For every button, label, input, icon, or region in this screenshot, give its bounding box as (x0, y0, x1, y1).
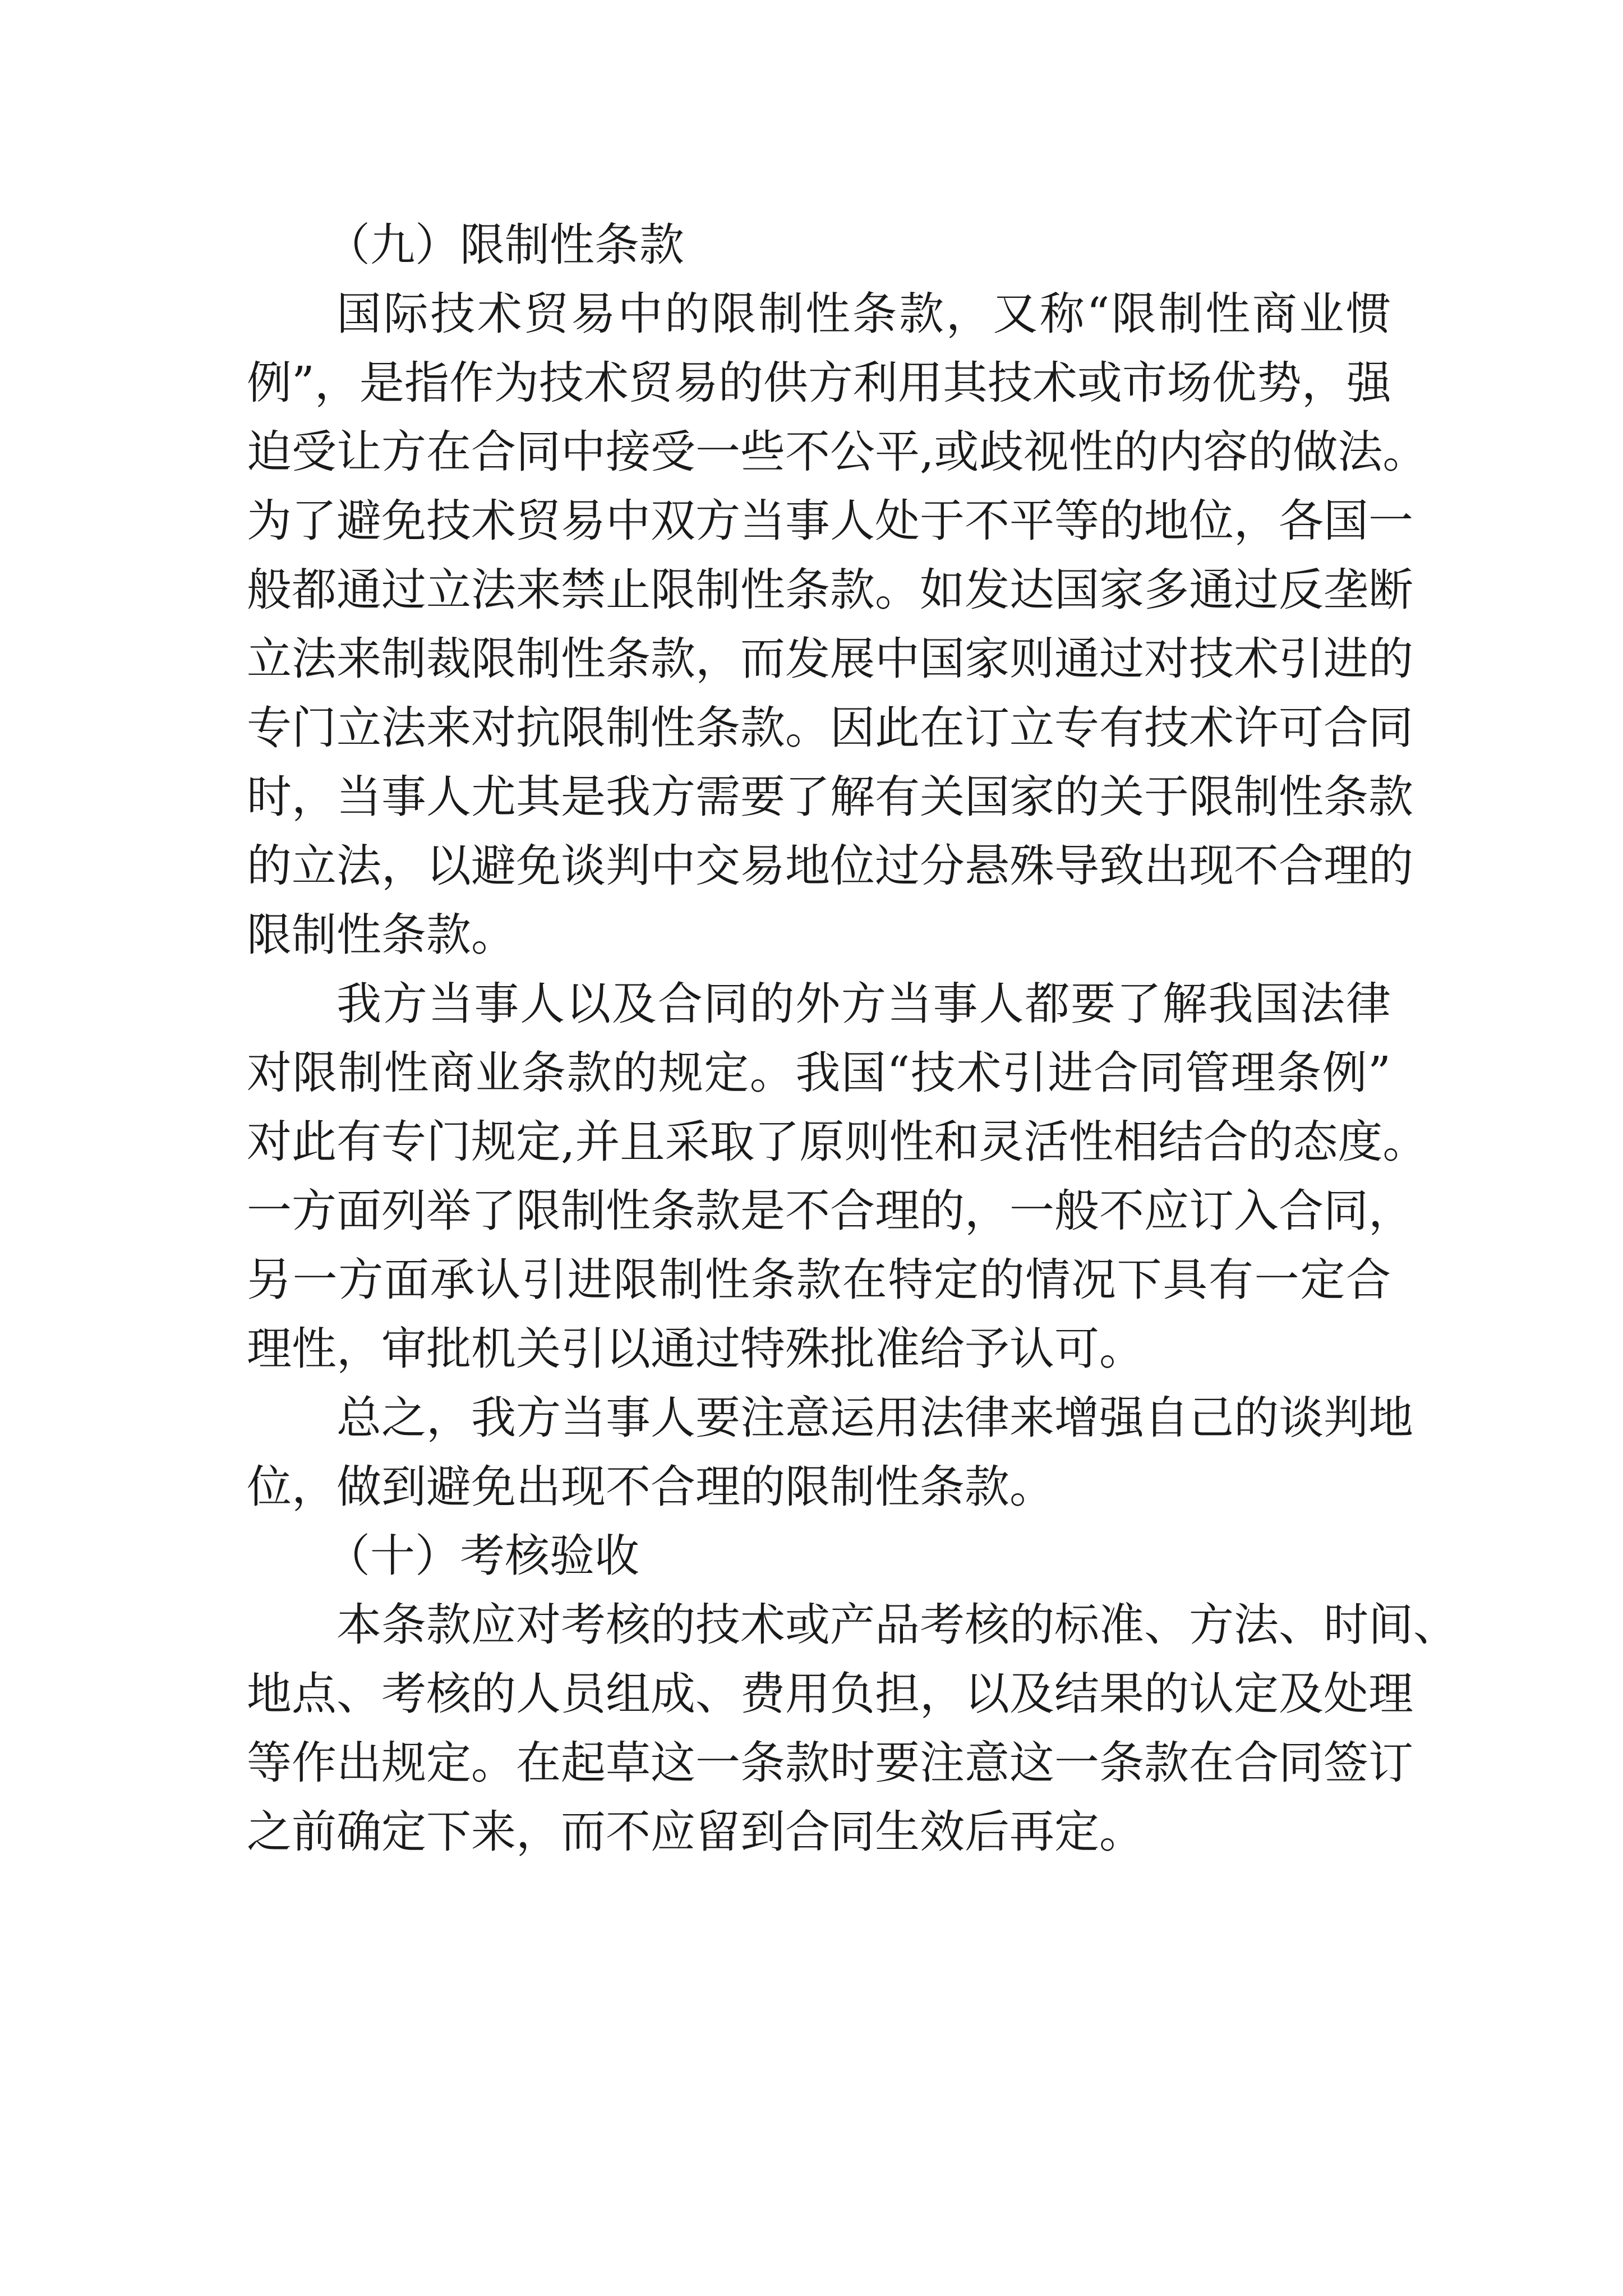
section-9-p2-line-4: 一方面列举了限制性条款是不合理的，一般不应订入合同， (247, 1185, 1413, 1237)
section-9-p1-line-8: 时，当事人尤其是我方需要了解有关国家的关于限制性条款 (247, 771, 1413, 823)
section-9-p2-line-3: 对此有专门规定,并且采取了原则性和灵活性相结合的态度。 (247, 1116, 1428, 1168)
section-9-p1-line-3: 迫受让方在合同中接受一些不公平,或歧视性的内容的做法。 (247, 426, 1428, 478)
section-10-p1-line-1: 本条款应对考核的技术或产品考核的标准、方法、时间、 (336, 1599, 1458, 1651)
section-9-p1-line-1: 国际技术贸易中的限制性条款，又称“限制性商业惯 (336, 288, 1391, 340)
section-9-heading: （九）限制性条款 (325, 219, 684, 271)
section-9-p1-line-10: 限制性条款。 (247, 909, 516, 961)
section-10-p1-line-2: 地点、考核的人员组成、费用负担，以及结果的认定及处理 (247, 1668, 1413, 1720)
section-9-p2-line-6: 理性，审批机关引以通过特殊批准给予认可。 (247, 1323, 1144, 1375)
section-9-p1-line-6: 立法来制裁限制性条款，而发展中国家则通过对技术引进的 (247, 633, 1413, 685)
section-9-p3-line-1: 总之，我方当事人要注意运用法律来增强自己的谈判地 (336, 1392, 1413, 1444)
section-9-p1-line-2: 例”，是指作为技术贸易的供方利用其技术或市场优势，强 (247, 357, 1391, 409)
section-9-p2-line-5: 另一方面承认引进限制性条款在特定的情况下具有一定合 (247, 1254, 1391, 1306)
section-9-p2-line-1: 我方当事人以及合同的外方当事人都要了解我国法律 (336, 978, 1391, 1030)
section-10-p1-line-4: 之前确定下来，而不应留到合同生效后再定。 (247, 1806, 1144, 1858)
document-body (247, 210, 1458, 1866)
section-9-p3-line-2: 位，做到避免出现不合理的限制性条款。 (247, 1461, 1054, 1513)
section-9-p1-line-4: 为了避免技术贸易中双方当事人处于不平等的地位，各国一 (247, 495, 1413, 547)
section-9-p1-line-5: 般都通过立法来禁止限制性条款。如发达国家多通过反垄断 (247, 564, 1413, 616)
section-9-p1-line-9: 的立法，以避免谈判中交易地位过分悬殊导致出现不合理的 (247, 840, 1413, 892)
section-10-p1-line-3: 等作出规定。在起草这一条款时要注意这一条款在合同签订 (247, 1737, 1413, 1789)
section-10-heading: （十）考核验收 (325, 1530, 639, 1582)
section-9-p1-line-7: 专门立法来对抗限制性条款。因此在订立专有技术许可合同 (247, 702, 1413, 754)
section-9-p2-line-2: 对限制性商业条款的规定。我国“技术引进合同管理条例” (247, 1047, 1391, 1099)
